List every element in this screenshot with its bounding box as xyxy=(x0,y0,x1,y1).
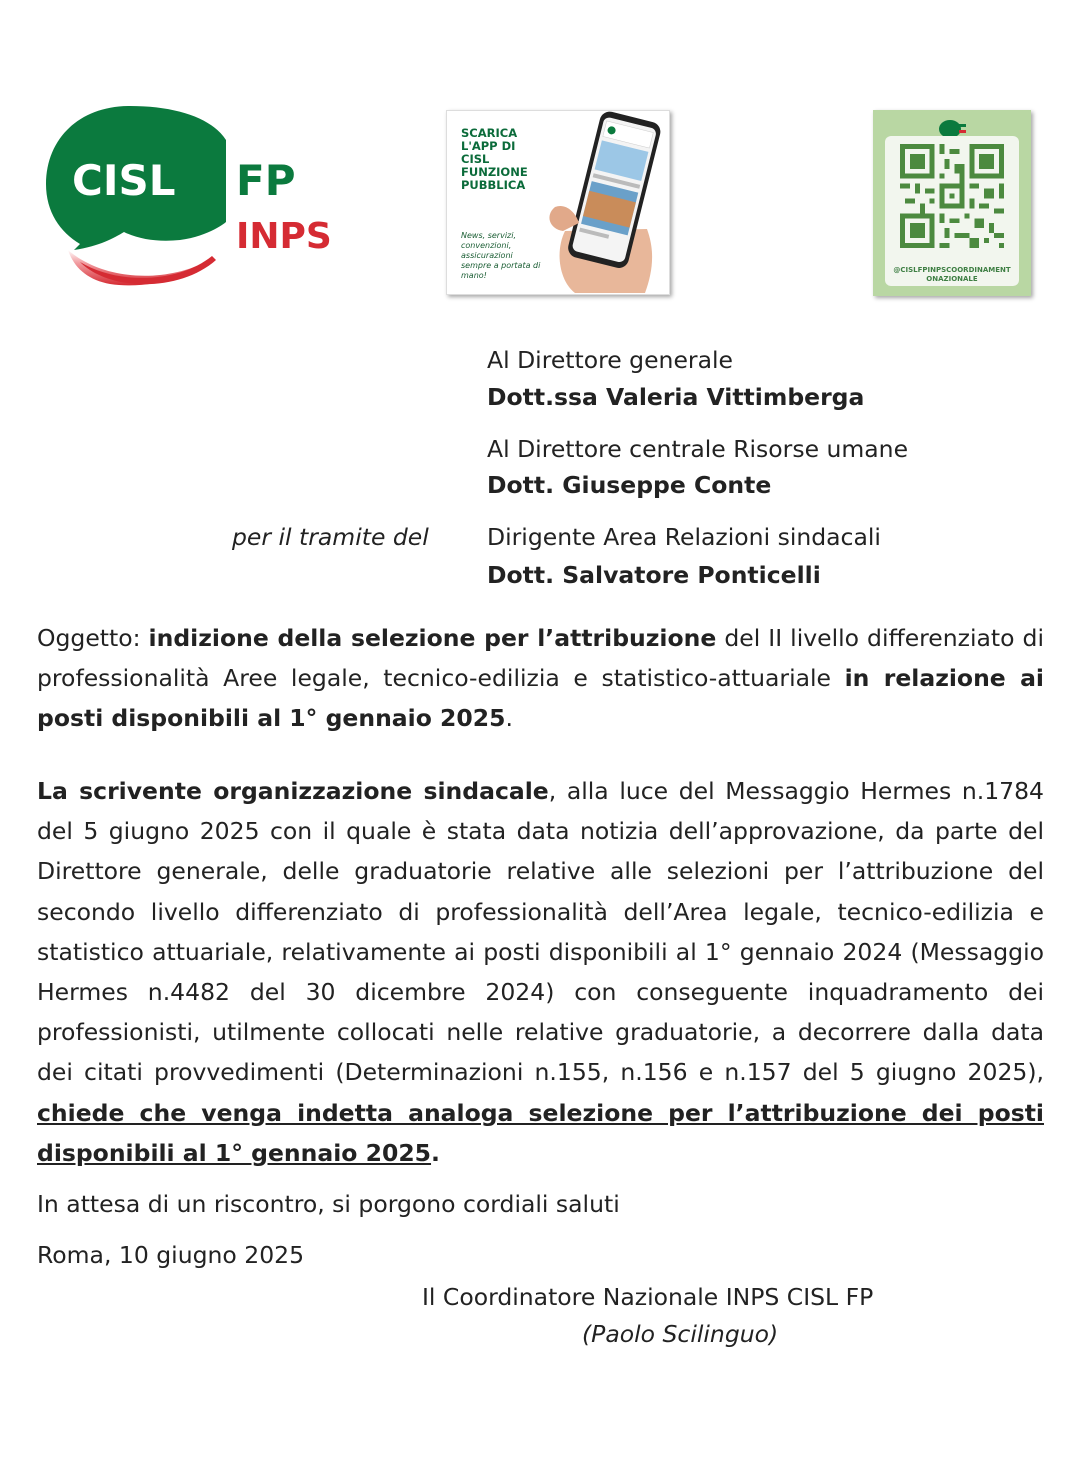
logo-fp-text: FP xyxy=(236,156,296,205)
subject-label: Oggetto: xyxy=(37,624,141,652)
qr-code-panel xyxy=(885,136,1019,286)
signer-name: (Paolo Scilinguo) xyxy=(582,1320,779,1348)
logo-cisl-text: CISL xyxy=(72,156,176,205)
recipient-2-name: Dott. Giuseppe Conte xyxy=(487,471,772,499)
subject-end: . xyxy=(505,704,513,733)
recipient-2-role: Al Direttore centrale Risorse umane xyxy=(487,435,909,463)
subject-paragraph xyxy=(37,618,1044,739)
subject-text-1: del II livello differenziato di professionalità Aree legale, tecnico-edilizia e statistico-attuariale xyxy=(37,624,1044,693)
qr-code-icon xyxy=(900,144,1004,248)
body-request: chiede che venga indetta analoga selezione per l’attribuzione dei posti disponibili al 1° gennaio 2025 xyxy=(37,1098,1044,1167)
recipient-1-name: Dott.ssa Valeria Vittimberga xyxy=(487,383,865,411)
recipient-3-name: Dott. Salvatore Ponticelli xyxy=(487,561,821,589)
smartphone-in-hand-icon xyxy=(535,111,667,293)
body-bold-intro: La scrivente organizzazione sindacale xyxy=(37,777,549,805)
body-end: . xyxy=(431,1138,440,1167)
app-promo-headline: SCARICA L'APP DI CISL FUNZIONE PUBBLICA xyxy=(461,126,528,192)
subject-bold-1: indizione della selezione per l’attribuzione xyxy=(148,624,717,652)
body-text: , alla luce del Messaggio Hermes n.1784 del 5 giugno 2025 con il quale è stata data notizia dell’approvazione, da parte del Direttore generale, delle graduatorie relative alle selezioni per l’attribuzione del secondo livello differenziato di professionalità dell’Area legale, tecnico-edilizia e statistico attuariale, relativamente ai posti disponibili al 1° gennaio 2024 (Messaggio Hermes n.4482 del 30 dicembre 2024) con conseguente inquadramento dei professionisti, utilmente collocati nelle relative graduatorie, a decorrere dalla data dei citati provvedimenti (Determinazioni n.155, n.156 e n.157 del 5 giugno 2025), xyxy=(37,777,1045,1087)
cisl-fp-inps-logo xyxy=(40,100,360,290)
app-promo-tagline: News, servizi, convenzioni, assicurazioni sempre a portata di mano! xyxy=(461,231,541,280)
recipient-3-role: Dirigente Area Relazioni sindacali xyxy=(487,523,881,551)
signer-title: Il Coordinatore Nazionale INPS CISL FP xyxy=(422,1283,874,1311)
body-paragraph xyxy=(37,771,1044,1173)
closing-greeting: In attesa di un riscontro, si porgono cordiali saluti xyxy=(37,1190,620,1218)
qr-code-card[interactable] xyxy=(873,110,1031,296)
logo-inps-text: INPS xyxy=(236,216,332,257)
place-date: Roma, 10 giugno 2025 xyxy=(37,1241,305,1269)
subject-bold-2: in relazione ai posti disponibili al 1° gennaio 2025 xyxy=(37,664,1044,733)
recipient-1-role: Al Direttore generale xyxy=(487,346,733,374)
qr-social-handle: @CISLFPINPSCOORDINAMENTONAZIONALE xyxy=(893,266,1011,283)
via-label: per il tramite del xyxy=(232,523,429,551)
app-download-promo xyxy=(446,110,670,295)
cisl-logo-icon xyxy=(40,100,360,290)
